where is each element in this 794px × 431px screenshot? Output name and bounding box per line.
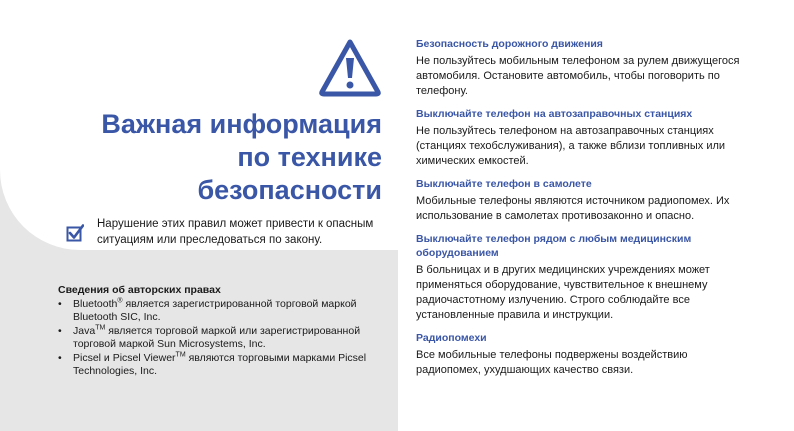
page-title-line-2: по технике [237,142,382,172]
section-body-interference: Все мобильные телефоны подвержены воздействию радиопомех, ухудшающих качество связи. [416,349,688,376]
copyright-item-text: Picsel и Picsel Viewer [73,352,176,364]
safety-sections [416,37,746,386]
section-heading-medical: Выключайте телефон рядом с любым медицинским оборудованием [416,233,692,259]
trademark-mark: TM [95,324,106,332]
copyright-heading: Сведения об авторских правах [58,284,221,296]
copyright-item-java [58,325,378,351]
copyright-list [58,298,378,378]
bullet: • [58,352,62,364]
copyright-block [58,284,378,379]
copyright-item-text: Bluetooth [73,298,118,310]
section-body-gas-stations: Не пользуйтесь телефоном на автозаправочных станциях (станциях техобслуживания), а также вблизи топливных или химических емкостей. [416,125,726,167]
page-title [101,108,382,207]
section-body-medical: В больницах и в других медицинских учреждениях может применяться оборудование, чувствительное к внешнему радиочастотному излучению. Строго соблюдайте все установленные правила и инструкции. [416,264,710,321]
warning-note: Нарушение этих правил может привести к опасным ситуациям или преследоваться по закону. [97,218,374,246]
section-heading-airplane: Выключайте телефон в самолете [416,178,592,190]
warning-triangle-icon [318,38,382,98]
section-heading-road-safety: Безопасность дорожного движения [416,38,603,50]
copyright-item-picsel [58,352,378,378]
bullet: • [58,325,62,337]
copyright-item-bluetooth [58,298,378,324]
checkbox-checked-icon [66,224,84,242]
copyright-item-text: является торговой маркой или зарегистрированной торговой маркой Sun Microsystems, Inc. [73,325,361,350]
page-title-line-3: безопасности [197,175,382,205]
section-heading-gas-stations: Выключайте телефон на автозаправочных станциях [416,108,693,120]
section-body-road-safety: Не пользуйтесь мобильным телефоном за рулем движущегося автомобиля. Остановите автомобиль, чтобы поговорить по телефону. [416,55,740,97]
page-title-line-1: Важная информация [101,109,382,139]
section-body-airplane: Мобильные телефоны являются источником радиопомех. Их использование в самолетах противозаконно и опасно. [416,195,730,222]
copyright-item-text: Java [73,325,96,337]
trademark-mark: ® [117,297,123,305]
copyright-item-text: является зарегистрированной торговой маркой Bluetooth SIC, Inc. [73,298,357,323]
copyright-item-text: являются торговыми марками Picsel Technologies, Inc. [73,352,367,377]
section-heading-interference: Радиопомехи [416,332,487,344]
bullet: • [58,298,62,310]
trademark-mark: TM [175,351,186,359]
